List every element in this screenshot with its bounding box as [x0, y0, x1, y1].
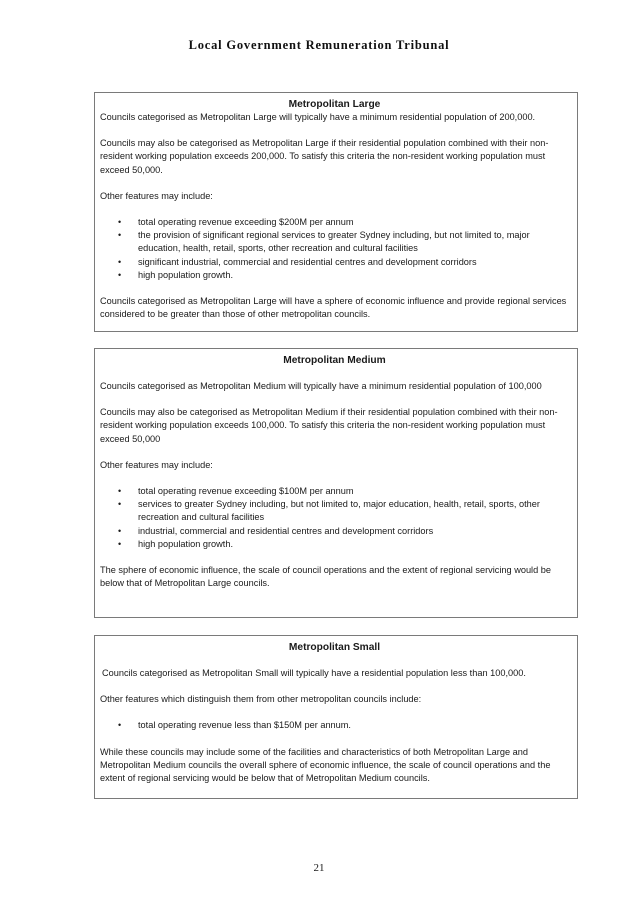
- section-title: Metropolitan Medium: [283, 355, 386, 366]
- list-item: • total operating revenue exceeding $100M per annum: [138, 485, 569, 498]
- metropolitan-medium-box: [94, 348, 578, 618]
- section-closing: Councils categorised as Metropolitan Large will have a sphere of economic influence and provide regional services considered to be greater than those of other metropolitan councils.: [100, 296, 567, 320]
- list-item: • significant industrial, commercial and residential centres and development corridors: [138, 256, 569, 269]
- features-label: Other features may include:: [100, 459, 213, 470]
- section-alt-criteria: Councils may also be categorised as Metropolitan Large if their residential population combined with their non-resident working population exceeds 200,000. To satisfy this criteria the non-resident working population must exceed 50,000.: [100, 138, 549, 175]
- list-item: • services to greater Sydney including, but not limited to, major education, health, retail, sports, other recreation and cultural facilities: [138, 498, 569, 524]
- metropolitan-large-box: [94, 92, 578, 332]
- section-intro: Councils categorised as Metropolitan Small will typically have a residential population less than 100,000.: [102, 668, 526, 678]
- metropolitan-small-box: [94, 635, 578, 799]
- page-header: Local Government Remuneration Tribunal: [188, 38, 450, 52]
- list-item: • industrial, commercial and residential centres and development corridors: [138, 525, 569, 538]
- features-list: [100, 216, 569, 282]
- section-title: Metropolitan Large: [288, 99, 381, 110]
- features-list: [100, 485, 569, 551]
- features-label: Other features which distinguish them from other metropolitan councils include:: [100, 694, 422, 705]
- page-number: 21: [313, 862, 325, 874]
- list-item: • the provision of significant regional services to greater Sydney including, but not limited to, major education, health, retail, sports, other recreation and cultural facilities: [138, 229, 569, 255]
- section-intro: Councils categorised as Metropolitan Medium will typically have a minimum residential population of 100,000: [100, 381, 542, 391]
- list-item: • high population growth.: [138, 269, 569, 282]
- section-title: Metropolitan Small: [288, 642, 381, 653]
- section-closing: The sphere of economic influence, the scale of council operations and the extent of regional servicing would be below that of Metropolitan Large councils.: [100, 565, 551, 589]
- list-item: • total operating revenue less than $150M per annum.: [138, 719, 569, 732]
- list-item: • high population growth.: [138, 538, 569, 551]
- section-closing: While these councils may include some of the facilities and characteristics of both Metropolitan Large and Metropolitan Medium councils the overall sphere of economic influence, the scale of council operations and the extent of regional servicing would be below that of Metropolitan Medium councils.: [100, 746, 551, 784]
- section-alt-criteria: Councils may also be categorised as Metropolitan Medium if their residential population combined with their non-resident working population exceeds 100,000. To satisfy this criteria the non-resident working population must exceed 50,000: [100, 407, 558, 444]
- features-list: [100, 719, 569, 732]
- section-intro: Councils categorised as Metropolitan Large will typically have a minimum residential population of 200,000.: [100, 112, 536, 122]
- features-label: Other features may include:: [100, 190, 213, 201]
- list-item: • total operating revenue exceeding $200M per annum: [138, 216, 569, 229]
